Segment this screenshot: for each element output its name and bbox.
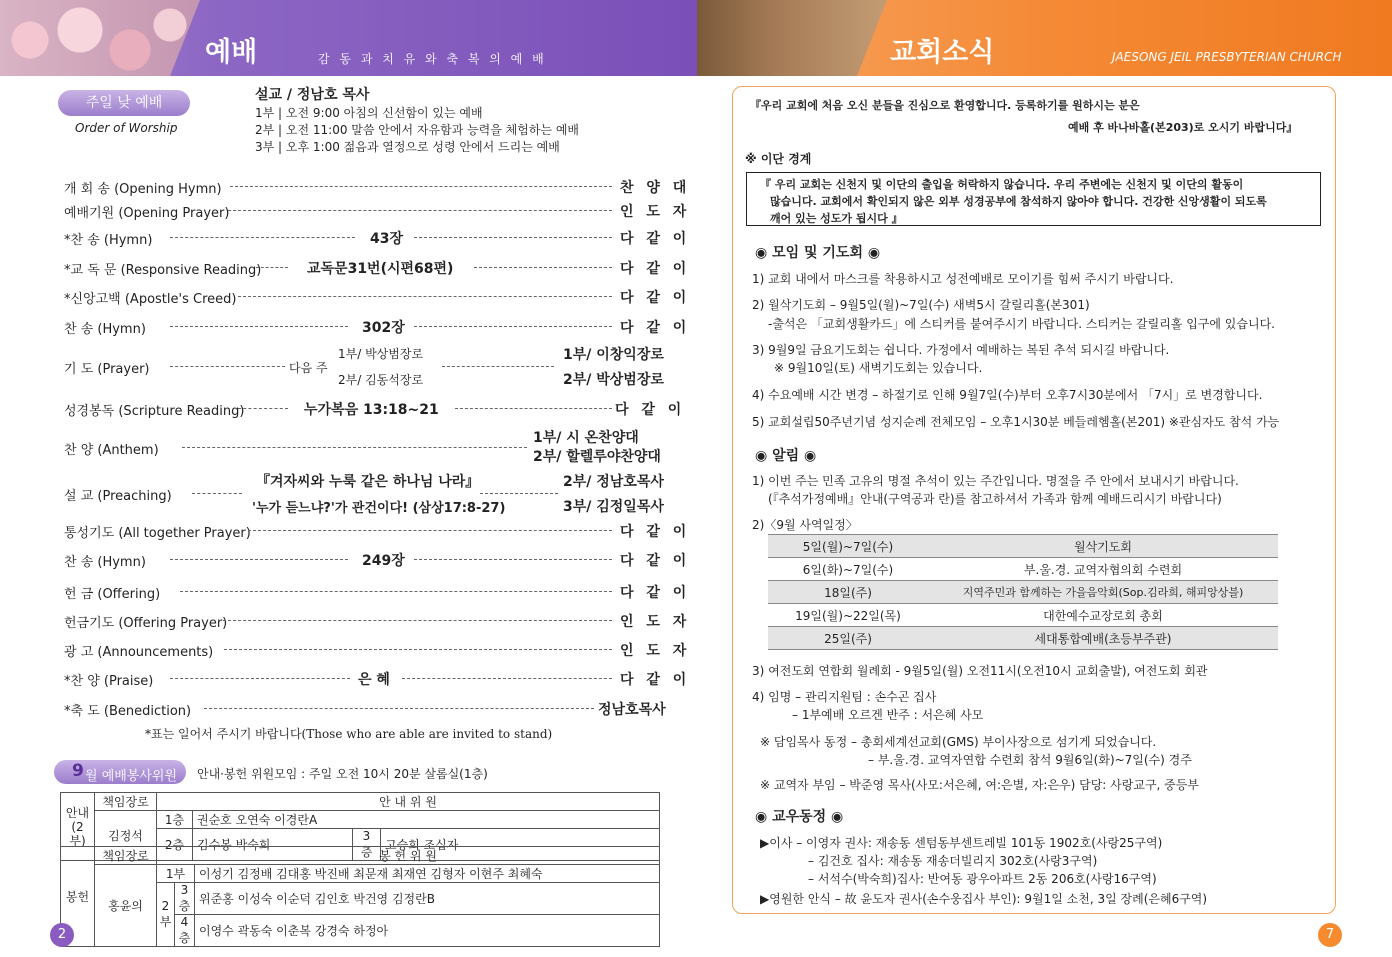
order-label: 헌 금 (Offering) — [64, 587, 161, 602]
part-2-floor-4-names: 이영수 곽동숙 이춘복 강경숙 하정아 — [195, 915, 660, 947]
order-label: 예배기원 (Opening Prayer) — [64, 206, 230, 221]
order-mid: 누가복음 13:18~21 — [304, 402, 439, 418]
order-right: 다 같 이 — [620, 261, 691, 277]
worship-title: 예배 — [205, 37, 258, 68]
order-mid: 43장 — [370, 231, 404, 247]
heresy-title: ※ 이단 경계 — [745, 152, 812, 166]
floor-3-names: 고승희 조십자 — [381, 829, 660, 861]
order-label: 설 교 (Preaching) — [64, 489, 172, 504]
guide-label: 안내 (2부) — [61, 793, 95, 861]
next-week-label: 다음 주 — [289, 361, 328, 375]
order-mid: 249장 — [362, 553, 405, 569]
part-2: 2부 — [157, 883, 175, 947]
order-label: 성경봉독 (Scripture Reading) — [64, 404, 245, 419]
order-of-worship-label: Order of Worship — [75, 121, 178, 135]
flower-decoration — [0, 0, 200, 76]
order-label: 찬 양 (Anthem) — [64, 443, 159, 458]
member-news-4: ▶영원한 안식 – 故 윤도자 권사(손수웅집사 부인): 9월1일 소천, 3일 장례(은혜6구역) — [760, 892, 1208, 906]
preacher-2: 2부/ 정남호목사 — [563, 474, 664, 490]
church-name: JAESONG JEIL PRESBYTERIAN CHURCH — [1112, 50, 1342, 64]
prayer-next-2: 2부/ 박상범장로 — [563, 372, 664, 388]
order-label: 헌금기도 (Offering Prayer) — [64, 616, 228, 631]
heresy-line-2: 많습니다. 교회에서 확인되지 않은 외부 성경공부에 참석하지 않아야 합니다. 건강한 신앙생활이 되도록 — [770, 195, 1267, 208]
order-right: 다 같 이 — [615, 402, 686, 418]
order-label: *교 독 문 (Responsive Reading) — [64, 263, 262, 278]
order-label: *축 도 (Benediction) — [64, 704, 192, 719]
lead-elder-header: 책임장로 — [95, 793, 157, 811]
page-number-left: 2 — [50, 923, 74, 947]
notice-1: 1) 이번 주는 민족 고유의 명절 추석이 있는 주간입니다. 명절을 주 안에서 보내시기 바랍니다. — [752, 474, 1239, 488]
order-right: 다 같 이 — [620, 320, 691, 336]
schedule-event: 부.울.경. 교역자협의회 수련회 — [1023, 562, 1183, 577]
order-label: 통성기도 (All together Prayer) — [64, 526, 251, 541]
sermon-title: 『겨자씨와 누룩 같은 하나님 나라』 — [256, 474, 480, 490]
schedule-table — [768, 534, 1278, 650]
notice-2: 2)〈9월 사역일정〉 — [752, 518, 858, 532]
standing-note: *표는 일어서 주시기 바랍니다(Those who are able are invited to stand) — [145, 727, 553, 741]
order-right: 인 도 자 — [620, 204, 691, 220]
section-notices: ◉ 알림 ◉ — [755, 448, 817, 464]
guide-elder: 김정석 — [95, 811, 157, 861]
schedule-event: 대한예수교장로회 총회 — [1043, 608, 1163, 623]
part-1: 1부 — [157, 865, 195, 883]
part-1-names: 이성기 김정배 김대홍 박진배 최문재 최재연 김형자 이현주 최혜숙 — [195, 865, 660, 883]
welcome-line-2: 예배 후 바나바홀(본203)로 오시기 바랍니다』 — [1068, 121, 1298, 134]
order-right: 다 같 이 — [620, 231, 691, 247]
order-right: 다 같 이 — [620, 553, 691, 569]
worship-subtitle: 감 동 과 치 유 와 축 복 의 예 배 — [318, 52, 547, 66]
floor-1-names: 권순호 오연숙 이경란A — [193, 811, 660, 829]
order-right: 정남호목사 — [598, 702, 666, 718]
order-right: 찬 양 대 — [620, 180, 691, 196]
schedule-event: 지역주민과 함께하는 가을음악회(Sop.김라희, 해피앙상블) — [928, 581, 1278, 604]
offering-header: 봉 헌 위 원 — [157, 847, 660, 865]
wood-decoration — [697, 0, 887, 76]
meeting-3-note: ※ 9월10일(토) 새벽기도회는 있습니다. — [774, 361, 983, 375]
order-right: 다 같 이 — [620, 672, 691, 688]
order-mid: 교독문31번(시편68편) — [307, 261, 454, 277]
notice-1-note: (『추석가정예배』안내(구역공과 란)를 참고하셔서 가족과 함께 예배드리시기 바랍니다) — [768, 492, 1222, 506]
section-meetings: ◉ 모임 및 기도회 ◉ — [755, 245, 881, 261]
offering-table — [60, 846, 660, 947]
service-2: 2부 | 오전 11:00 말씀 안에서 자유함과 능력을 체험하는 예배 — [255, 123, 580, 137]
order-label: 광 고 (Announcements) — [64, 645, 214, 660]
meeting-2-note: -출석은 「교회생활카드」에 스티커를 붙여주시기 바랍니다. 스티커는 갈릴리홀 입구에 있습니다. — [768, 317, 1275, 331]
meeting-4: 4) 수요예배 시간 변경 – 하절기로 인해 9월7일(수)부터 오후7시30분에서 「7시」로 변경합니다. — [752, 388, 1263, 402]
member-news-1: ▶이사 – 이영자 권사: 재송동 센텀동부센트레빌 101동 1902호(사랑25구역) — [760, 836, 1163, 850]
offering-elder: 홍윤의 — [95, 865, 157, 947]
schedule-date: 25일(주) — [768, 627, 928, 650]
guide-header: 안 내 위 원 — [157, 793, 660, 811]
order-right: 다 같 이 — [620, 585, 691, 601]
anthem-2: 2부/ 할렐루야찬양대 — [533, 449, 661, 465]
meeting-1: 1) 교회 내에서 마스크를 착용하시고 성전예배로 모이기를 힘써 주시기 바랍니다. — [752, 272, 1174, 286]
volunteer-month: 9 — [72, 761, 84, 781]
preacher-3: 3부/ 김정일목사 — [563, 499, 664, 515]
order-label: 기 도 (Prayer) — [64, 362, 150, 377]
order-label: 찬 송 (Hymn) — [64, 555, 146, 570]
order-right: 다 같 이 — [620, 290, 691, 306]
order-mid: 은 혜 — [358, 672, 390, 688]
schedule-date: 5일(월)~7일(수) — [768, 535, 928, 558]
page-number-right: 7 — [1318, 923, 1342, 947]
part-2-floor-4: 4층 — [175, 915, 195, 947]
schedule-date: 6일(화)~7일(수) — [802, 562, 894, 577]
member-news-3: – 서석수(박숙희)집사: 반여동 광우아파트 2동 206호(사랑16구역) — [808, 872, 1157, 886]
part-2-floor-3-names: 위준홍 이성숙 이순덕 김인호 박건영 김정란B — [195, 883, 660, 915]
order-mid: 302장 — [362, 320, 405, 336]
part-2-floor-3: 3층 — [175, 883, 195, 915]
service-3: 3부 | 오후 1:00 젊음과 열정으로 성령 안에서 드리는 예배 — [255, 140, 560, 154]
meeting-3: 3) 9월9일 금요기도회는 쉽니다. 가정에서 예배하는 복된 추석 되시길 바랍니다. — [752, 343, 1170, 357]
section-members: ◉ 교우동정 ◉ — [755, 809, 844, 825]
heresy-line-3: 깨어 있는 성도가 됩시다 』 — [770, 212, 903, 225]
notice-4-note: – 1부예배 오르겐 반주 : 서은혜 사모 — [792, 708, 984, 722]
schedule-date: 19일(월)~22일(목) — [795, 608, 901, 623]
staff-news: ※ 교역자 부임 – 박준영 목사(사모:서은혜, 여:은별, 자:은우) 담당: 사랑교구, 중등부 — [760, 778, 1199, 792]
prayer-1: 1부/ 박상범장로 — [338, 347, 424, 361]
meeting-2: 2) 월삭기도회 – 9월5일(월)~7일(수) 새벽5시 갈릴리홀(본301) — [752, 298, 1090, 312]
service-1: 1부 | 오전 9:00 아침의 신선함이 있는 예배 — [255, 106, 483, 120]
member-news-2: – 김건호 집사: 재송동 재송더빌리지 302호(사랑3구역) — [808, 854, 1098, 868]
lead-elder-header: 책임장로 — [95, 847, 157, 865]
order-right: 다 같 이 — [620, 524, 691, 540]
pastor-news: ※ 담임목사 동정 – 총회세계선교회(GMS) 부이사장으로 섬기게 되었습니다. — [760, 735, 1157, 749]
volunteer-meeting: 안내·봉헌 위원모임 : 주일 오전 10시 20분 살롬실(1층) — [197, 767, 488, 781]
welcome-line-1: 『우리 교회에 처음 오신 분들을 진심으로 환영합니다. 등록하기를 원하시는 분은 — [750, 99, 1140, 112]
floor-2: 2층 — [157, 829, 193, 861]
sermon-subtitle: '누가 듣느냐?'가 관건이다! (삼상17:8-27) — [252, 501, 506, 516]
order-label: *찬 송 (Hymn) — [64, 233, 153, 248]
prayer-next-1: 1부/ 이창익장로 — [563, 347, 664, 363]
order-label: 찬 송 (Hymn) — [64, 322, 146, 337]
meeting-5: 5) 교회설립50주년기념 성지순례 전체모임 – 오후1시30분 베들레헴홀(본201) ※관심자도 참석 가능 — [752, 415, 1280, 429]
notice-4: 4) 임명 – 관리지원팀 : 손수곤 집사 — [752, 690, 937, 704]
worship-badge: 주일 낮 예배 — [58, 90, 190, 116]
order-right: 인 도 자 — [620, 643, 691, 659]
pastor-news-2: – 부.울.경. 교역자연합 수련회 참석 9월6일(화)~7일(수) 경주 — [868, 753, 1192, 767]
schedule-event: 세대통합예배(초등부주관) — [928, 627, 1278, 650]
schedule-date: 18일(주) — [768, 581, 928, 604]
floor-1: 1층 — [157, 811, 193, 829]
heresy-line-1: 『 우리 교회는 신천지 및 이단의 출입을 허락하지 않습니다. 우리 주변에는 신천지 및 이단의 활동이 — [760, 178, 1244, 191]
notice-3: 3) 여전도회 연합회 월례회 - 9월5일(월) 오전11시(오전10시 교회출발), 여전도회 회관 — [752, 664, 1208, 678]
schedule-event: 월삭기도회 — [928, 535, 1278, 558]
order-label: *찬 양 (Praise) — [64, 674, 154, 689]
floor-3: 3층 — [353, 829, 381, 861]
order-right: 인 도 자 — [620, 614, 691, 630]
prayer-2: 2부/ 김동석장로 — [338, 373, 424, 387]
anthem-1: 1부/ 시 온찬양대 — [533, 430, 639, 446]
order-label: 개 회 송 (Opening Hymn) — [64, 182, 222, 197]
volunteer-badge-text: 월 예배봉사위원 — [85, 769, 178, 784]
news-title: 교회소식 — [890, 37, 995, 68]
sermon-heading: 설교 / 정남호 목사 — [255, 87, 370, 103]
order-label: *신앙고백 (Apostle's Creed) — [64, 292, 237, 307]
offering-label: 봉헌 — [61, 847, 95, 947]
floor-2-names: 김수봉 박숙희 — [193, 829, 353, 861]
